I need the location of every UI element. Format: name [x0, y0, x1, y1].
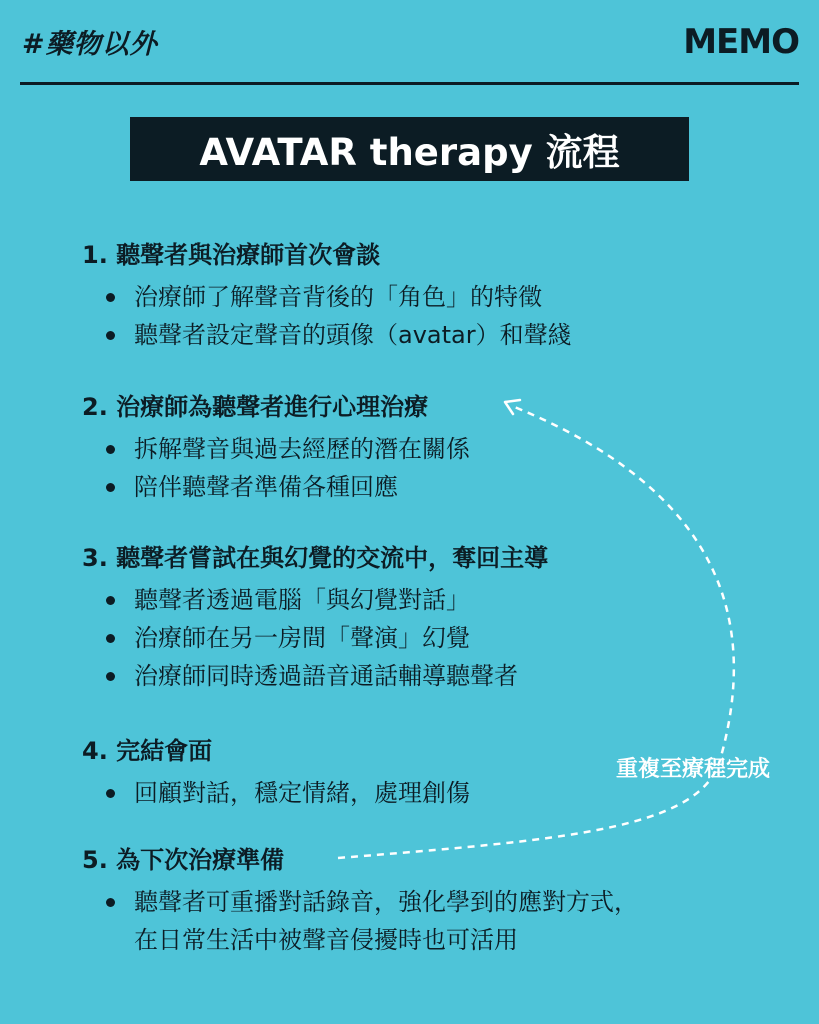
list-item: 聽聲者可重播對話錄音，強化學到的應對方式， — [82, 883, 742, 921]
list-item: 治療師了解聲音背後的「角色」的特徵 — [82, 278, 742, 316]
list-item: 拆解聲音與過去經歷的潛在關係 — [82, 430, 742, 468]
step-heading: 2. 治療師為聽聲者進行心理治療 — [82, 393, 429, 421]
step-heading: 5. 為下次治療準備 — [82, 846, 285, 874]
list-item: 治療師在另一房間「聲演」幻覺 — [82, 619, 742, 657]
list-item: 聽聲者設定聲音的頭像（avatar）和聲綫 — [82, 316, 742, 354]
list-item: 治療師同時透過語音通話輔導聽聲者 — [82, 657, 742, 695]
page-title: AVATAR therapy 流程 — [199, 131, 620, 174]
step-heading: 1. 聽聲者與治療師首次會談 — [82, 241, 381, 269]
list-item: 聽聲者透過電腦「與幻覺對話」 — [82, 581, 742, 619]
loop-note: 重複至療程完成 — [616, 757, 771, 782]
brand-logo: MEMO — [683, 22, 799, 62]
list-item: 回顧對話，穩定情緒，處理創傷 — [82, 774, 742, 812]
step-heading: 3. 聽聲者嘗試在與幻覺的交流中，奪回主導 — [82, 544, 549, 572]
list-item: 陪伴聽聲者準備各種回應 — [82, 468, 742, 506]
step-heading: 4. 完結會面 — [82, 737, 213, 765]
hashtag-label: #藥物以外 — [22, 29, 158, 60]
list-item: 在日常生活中被聲音侵擾時也可活用 — [134, 926, 518, 954]
